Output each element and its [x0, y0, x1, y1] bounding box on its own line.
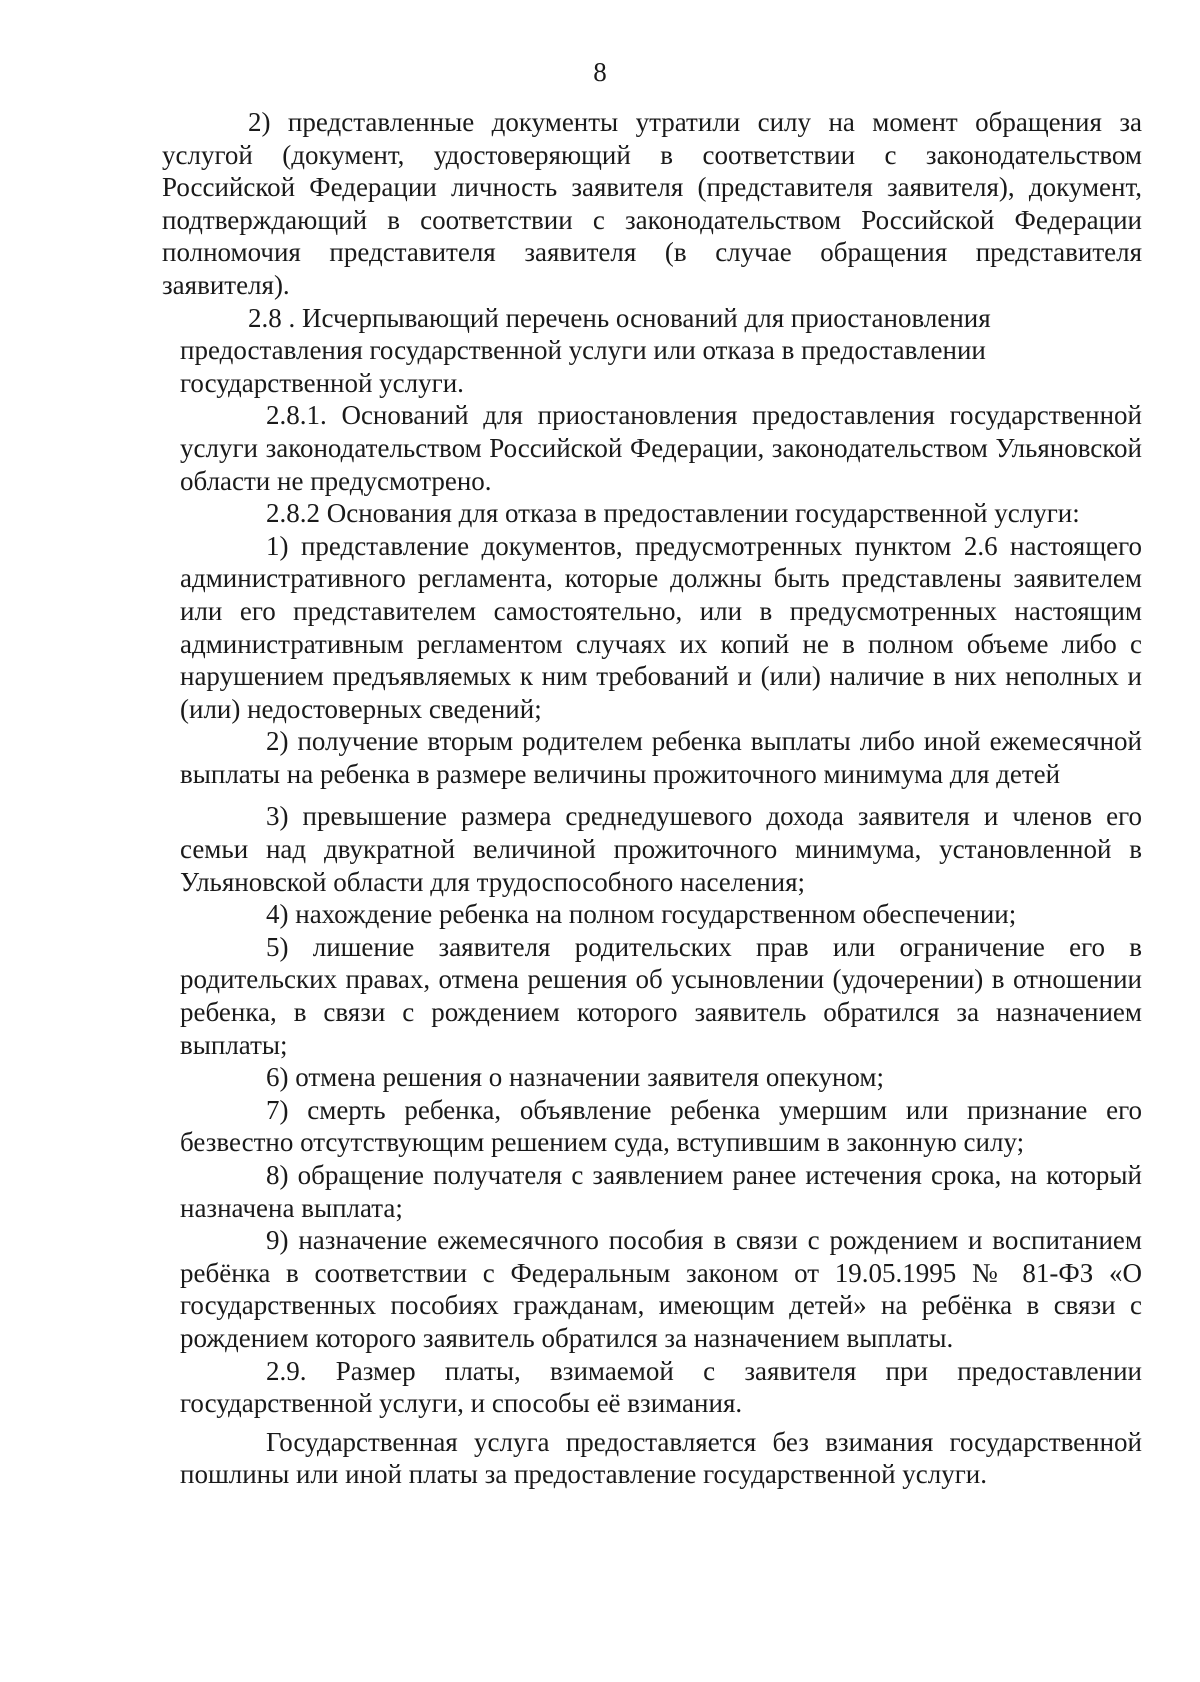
section-2-8-body: [162, 399, 1142, 1491]
list-item-9: 9) назначение ежемесячного пособия в связи с рождением и воспитанием ребёнка в соответствии с Федеральным законом от 19.05.1995 № 81-ФЗ «О государственных пособиях гражданам, имеющим детей» на ребёнка в связи с рождением которого заявитель обратился за назначением выплаты.: [180, 1225, 1142, 1353]
list-item-2: 2) получение вторым родителем ребенка выплаты либо иной ежемесячной выплаты на ребенка в размере величины прожиточного минимума для детей: [180, 726, 1142, 789]
page-number: 8: [593, 57, 607, 87]
paragraph-2-8-1: 2.8.1. Оснований для приостановления предоставления государственной услуги законодательством Российской Федерации, законодательством Ульяновской области не предусмотрено.: [180, 400, 1142, 496]
paragraph-no-fee: Государственная услуга предоставляется без взимания государственной пошлины или иной платы за предоставление государственной услуги.: [180, 1426, 1142, 1490]
list-item-5: 5) лишение заявителя родительских прав или ограничение его в родительских правах, отмена решения об усыновлении (удочерении) в отношении ребенка, в связи с рождением которого заявитель обратился за назначением выплаты;: [180, 931, 1142, 1060]
paragraph-2-8-2: 2.8.2 Основания для отказа в предоставлении государственной услуги:: [266, 498, 1080, 529]
paragraph-2-9: 2.9. Размер платы, взимаемой с заявителя при предоставлении государственной услуги, и способы её взимания.: [180, 1355, 1142, 1419]
document-body: [162, 106, 1142, 1491]
list-item-7: 7) смерть ребенка, объявление ребенка умершим или признание его безвестно отсутствующим решением суда, вступившим в законную силу;: [180, 1094, 1142, 1158]
list-item-1: 1) представление документов, предусмотренных пунктом 2.6 настоящего административного регламента, которые должны быть представлены заявителем или его представителем самостоятельно, или в предусмотренных настоящим административным регламентом случаях их копий не в полном объеме либо с нарушением предъявляемых к ним требований и (или) наличие в них неполных и (или) недостоверных сведений;: [180, 530, 1142, 724]
section-heading-2-8: 2.8 . Исчерпывающий перечень оснований для приостановления предоставления государственной услуги или отказа в предоставлении государственной услуги.: [180, 302, 991, 398]
list-item-8: 8) обращение получателя с заявлением ранее истечения срока, на который назначена выплата;: [180, 1160, 1142, 1223]
list-item-6: 6) отмена решения о назначении заявителя опекуном;: [266, 1062, 885, 1093]
list-item-3: 3) превышение размера среднедушевого дохода заявителя и членов его семьи над двукратной величиной прожиточного минимума, установленной в Ульяновской области для трудоспособного населения;: [180, 801, 1142, 897]
paragraph-grounds-expired-documents: 2) представленные документы утратили силу на момент обращения за услугой (документ, удостоверяющий в соответствии с законодательством Российской Федерации личность заявителя (представителя заявителя), документ, подтверждающий в соответствии с законодательством Российской Федерации полномочия представителя заявителя (в случае обращения представителя заявителя).: [162, 107, 1142, 300]
list-item-4: 4) нахождение ребенка на полном государственном обеспечении;: [266, 899, 1017, 930]
